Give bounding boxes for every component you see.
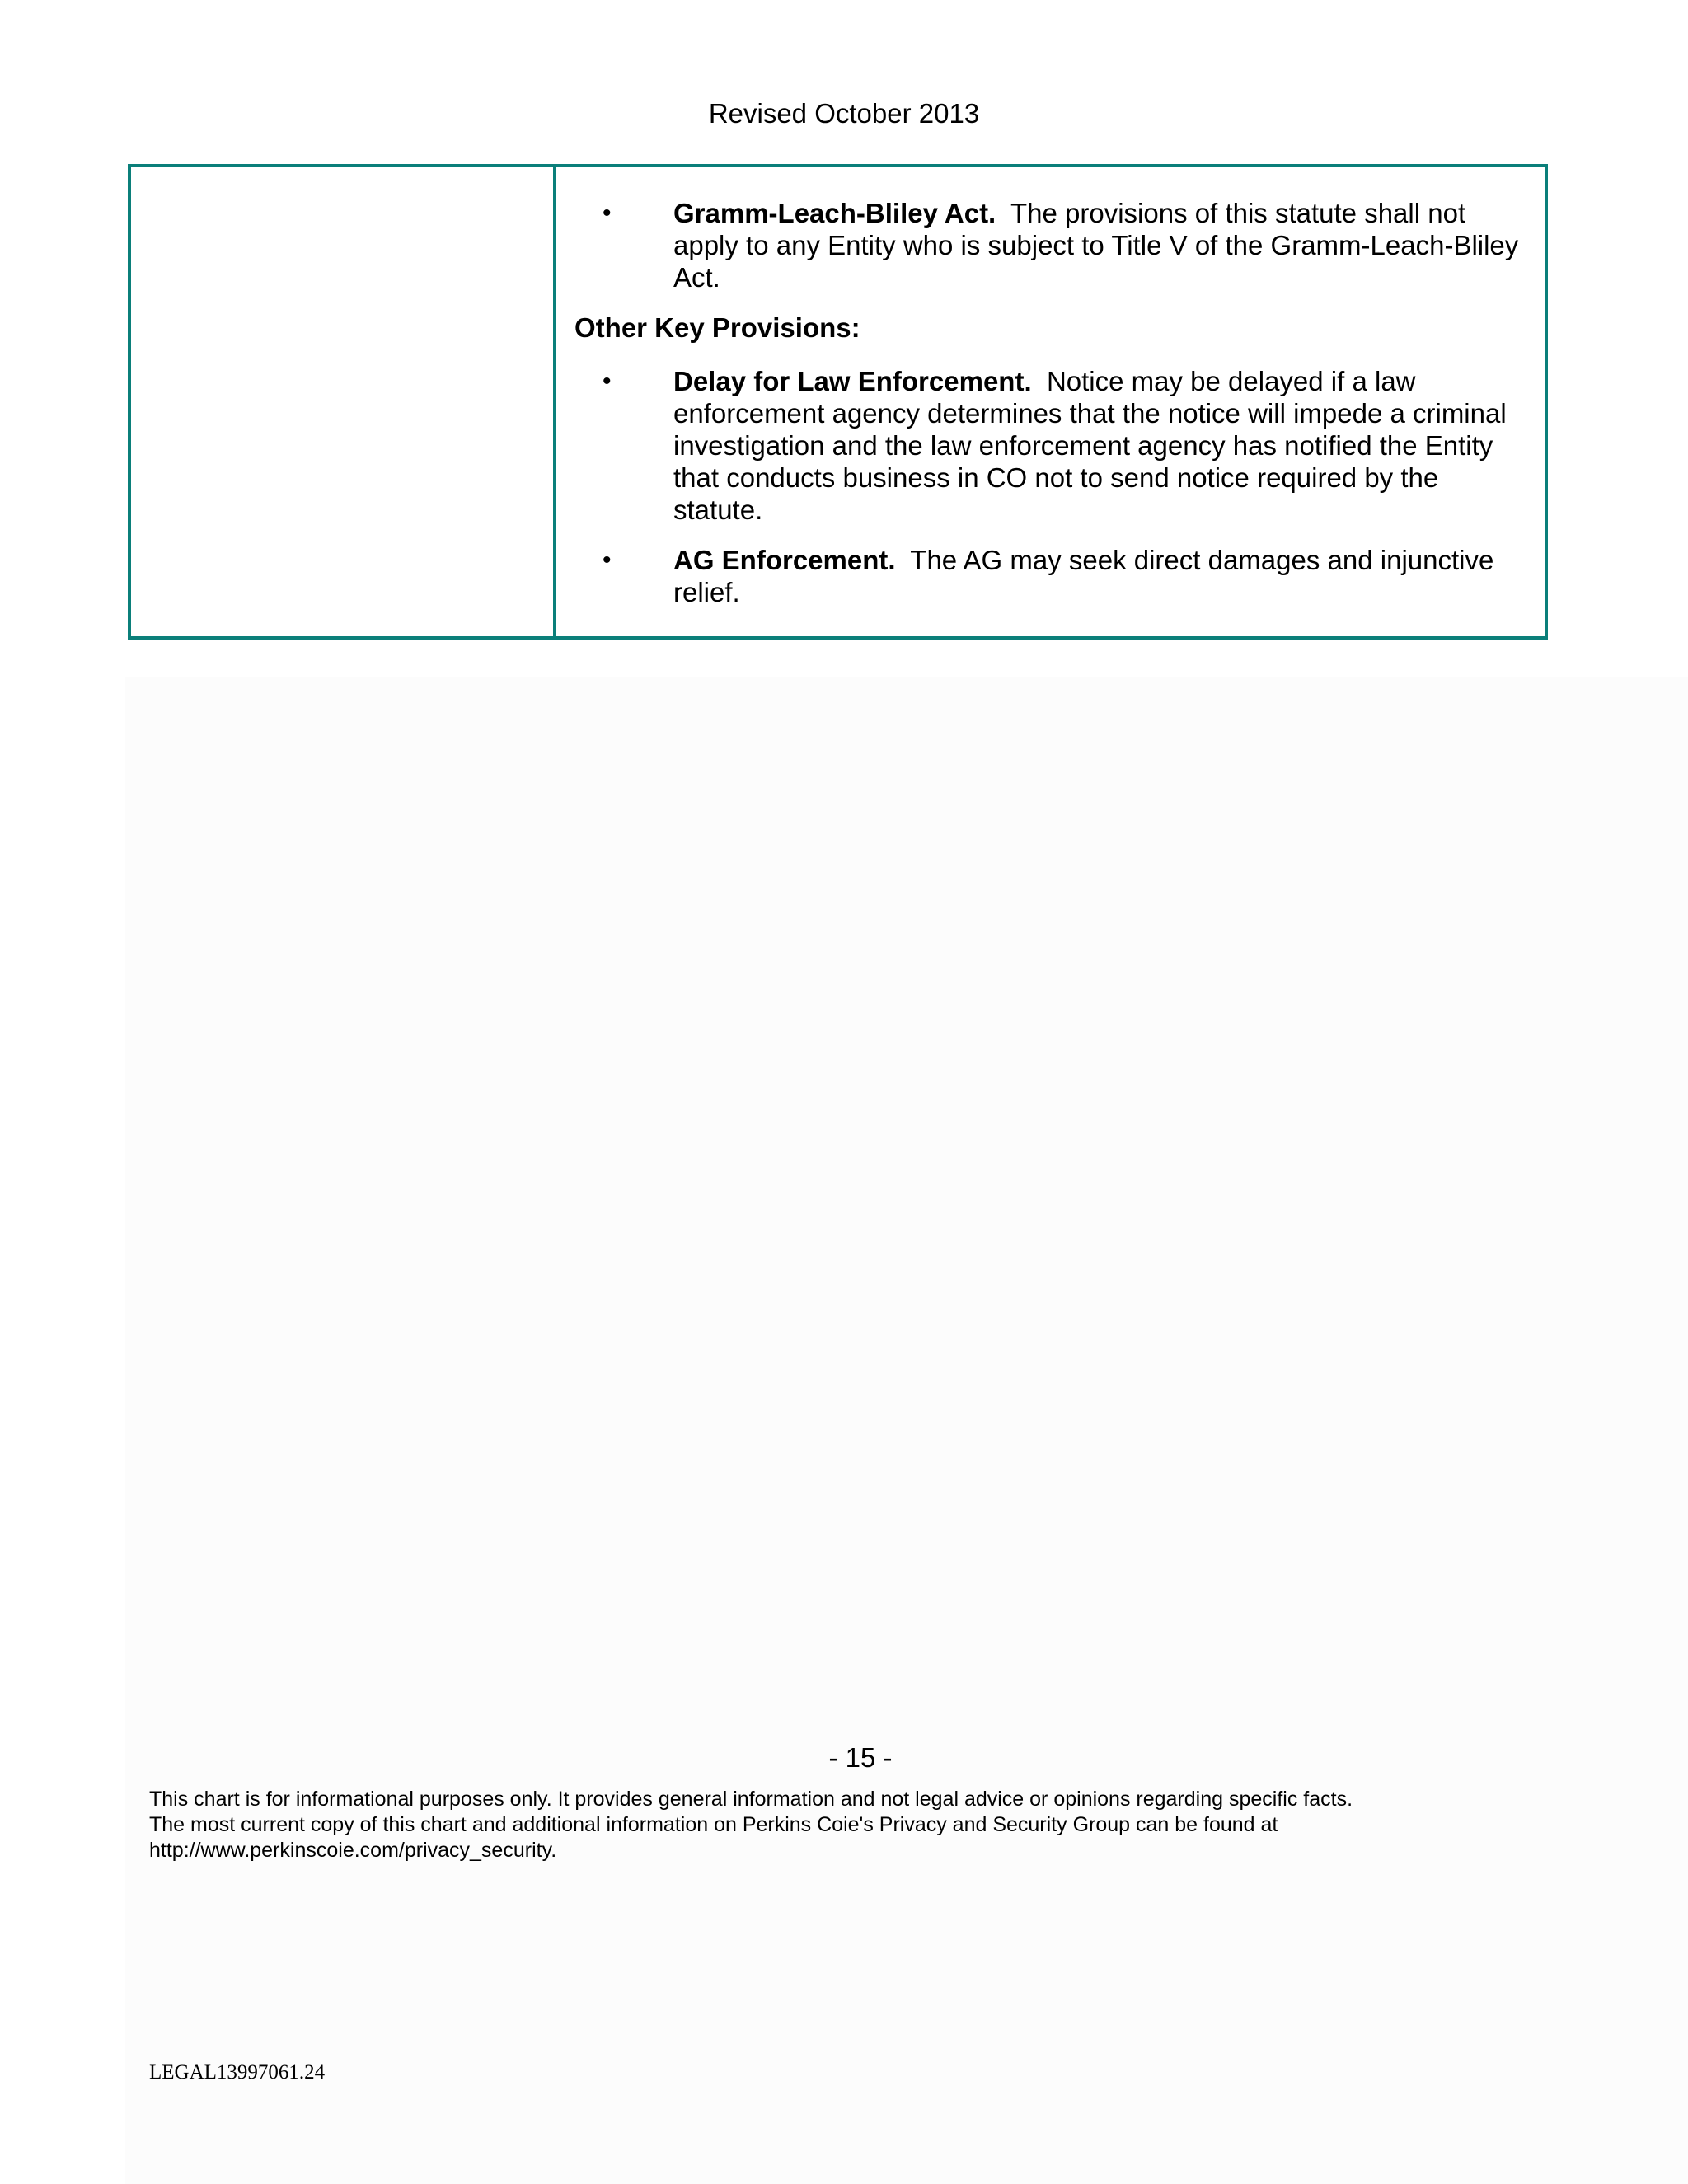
bullet-text bbox=[652, 197, 1520, 293]
bullet-text bbox=[652, 544, 1520, 608]
list-item-ag-enforcement bbox=[574, 544, 1520, 608]
bullet-icon: • bbox=[603, 199, 612, 227]
bullet-title: Delay for Law Enforcement. bbox=[673, 366, 1032, 396]
disclaimer-line: This chart is for informational purposes only. It provides general information and not legal advice or opinions regarding specific facts. bbox=[149, 1788, 1353, 1811]
provisions-table bbox=[128, 164, 1548, 640]
bullet-body: The AG may seek direct damages and injunctive relief. bbox=[673, 545, 1494, 607]
list-item-glba bbox=[574, 197, 1520, 293]
footer-disclaimer bbox=[149, 1787, 1649, 1863]
section-heading-other-key-provisions: Other Key Provisions: bbox=[574, 312, 860, 343]
page-background-shade bbox=[125, 677, 1688, 2184]
table-right-cell bbox=[556, 167, 1545, 636]
bullet-body: The provisions of this statute shall not apply to any Entity who is subject to Title V of the Gramm-Leach-Bliley Act. bbox=[673, 198, 1519, 293]
bullet-icon: • bbox=[603, 546, 612, 574]
bullet-title: Gramm-Leach-Bliley Act. bbox=[673, 198, 996, 228]
bullet-text bbox=[652, 365, 1520, 526]
list-item-delay-law-enforcement bbox=[574, 365, 1520, 526]
page-number: - 15 - bbox=[828, 1742, 893, 1773]
revision-date-header: Revised October 2013 bbox=[708, 98, 980, 129]
bullet-title: AG Enforcement. bbox=[673, 545, 896, 575]
disclaimer-line: The most current copy of this chart and additional information on Perkins Coie's Privacy and Security Group can be found at bbox=[149, 1813, 1278, 1836]
disclaimer-link[interactable]: http://www.perkinscoie.com/privacy_security. bbox=[149, 1839, 557, 1862]
table-left-cell bbox=[131, 167, 556, 636]
bullet-icon: • bbox=[603, 368, 612, 395]
bullet-body: Notice may be delayed if a law enforcement agency determines that the notice will impede a criminal investigation and the law enforcement agency has notified the Entity that conducts business in CO not to send notice required by the statute. bbox=[673, 366, 1507, 525]
document-id: LEGAL13997061.24 bbox=[149, 2061, 326, 2083]
